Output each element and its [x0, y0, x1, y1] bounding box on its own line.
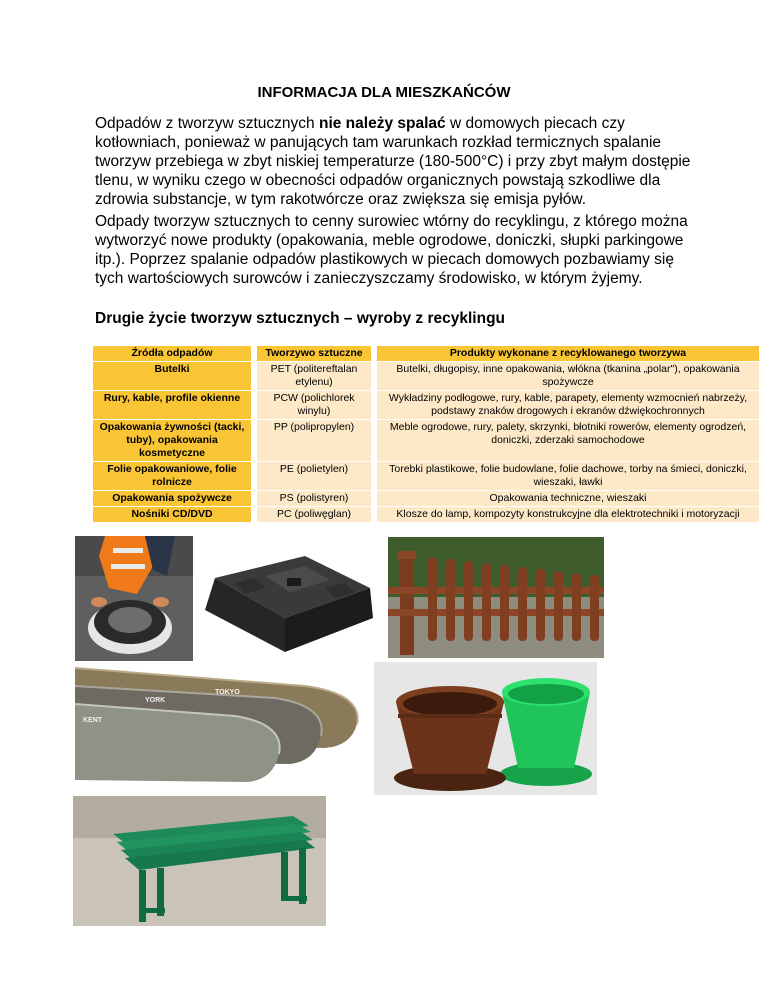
fence-photo: [388, 537, 604, 658]
paragraph-burning-warning: [95, 114, 695, 209]
cell-material: PE (polietylen): [254, 462, 374, 491]
table-row: [93, 391, 759, 420]
header-material: Tworzywo sztuczne: [254, 346, 374, 362]
cell-material: PCW (polichlorek winylu): [254, 391, 374, 420]
page-title: INFORMACJA DLA MIESZKAŃCÓW: [257, 84, 511, 101]
p1-before: Odpadów z tworzyw sztucznych: [95, 115, 319, 132]
recycling-table: [93, 346, 759, 523]
flower-pots-photo: [374, 662, 597, 795]
cell-source: Opakowania spożywcze: [93, 491, 254, 507]
p1-after: w domowych piecach czy kotłowniach, ponieważ w panujących tam warunkach rozkład termicznych spalanie tworzyw przebiega w zbyt niskiej temperaturze (180-500°C) i przy zbyt małym dostępie tlenu, w wyniku czego w obecności odpadów organicznych powstają szkodliwe dla zdrowia substancje, w tym rakotwórcze oraz zwiększa się emisja pyłów.: [95, 115, 691, 208]
cell-material: PET (politereftalan etylenu): [254, 362, 374, 391]
sign-base-photo: [195, 548, 378, 654]
table-row: [93, 362, 759, 391]
paragraph-recycling-value: Odpady tworzyw sztucznych to cenny surowiec wtórny do recyklingu, z którego można wytworzyć nowe produkty (opakowania, meble ogrodowe, doniczki, słupki parkingowe itp.). Poprzez spalanie odpadów plastikowych w piecach domowych pozbawiamy się tych wartościowych surowców i zanieczyszczamy środowisko, w którym żyjemy.: [95, 213, 688, 287]
planks-photo: [75, 664, 365, 790]
manhole-ring-photo: [75, 536, 193, 661]
cell-material: PP (polipropylen): [254, 420, 374, 462]
cell-products: Butelki, długopisy, inne opakowania, włókna (tkanina „polar"), opakowania spożywcze: [374, 362, 759, 391]
plank-label-york: YORK: [145, 697, 166, 704]
cell-source: Folie opakowaniowe, folie rolnicze: [93, 462, 254, 491]
cell-products: Meble ogrodowe, rury, palety, skrzynki, błotniki rowerów, elementy ogrodzeń, doniczki, zderzaki samochodowe: [374, 420, 759, 462]
plank-label-kent: KENT: [83, 717, 103, 724]
table-row: [93, 507, 759, 523]
cell-products: Torebki plastikowe, folie budowlane, folie dachowe, torby na śmieci, doniczki, wieszaki, ławki: [374, 462, 759, 491]
cell-products: Wykładziny podłogowe, rury, kable, parapety, elementy wzmocnień nabrzeży, podstawy znaków drogowych i ekranów dźwiękochronnych: [374, 391, 759, 420]
header-sources: Źródła odpadów: [93, 346, 254, 362]
cell-products: Klosze do lamp, kompozyty konstrukcyjne dla elektrotechniki i motoryzacji: [374, 507, 759, 523]
cell-source: Opakowania żywności (tacki, tuby), opakowania kosmetyczne: [93, 420, 254, 462]
header-products: Produkty wykonane z recyklowanego tworzywa: [374, 346, 759, 362]
table-row: [93, 491, 759, 507]
table-header-row: [93, 346, 759, 362]
p1-bold: nie należy spalać: [318, 115, 446, 132]
bench-photo: [73, 796, 326, 926]
cell-products: Opakowania techniczne, wieszaki: [374, 491, 759, 507]
plank-label-tokyo: TOKYO: [215, 689, 240, 696]
section-heading: Drugie życie tworzyw sztucznych – wyroby z recyklingu: [95, 310, 506, 327]
cell-source: Butelki: [93, 362, 254, 391]
cell-material: PC (poliwęglan): [254, 507, 374, 523]
table-row: [93, 462, 759, 491]
table-row: [93, 420, 759, 462]
cell-material: PS (polistyren): [254, 491, 374, 507]
cell-source: Rury, kable, profile okienne: [93, 391, 254, 420]
cell-source: Nośniki CD/DVD: [93, 507, 254, 523]
